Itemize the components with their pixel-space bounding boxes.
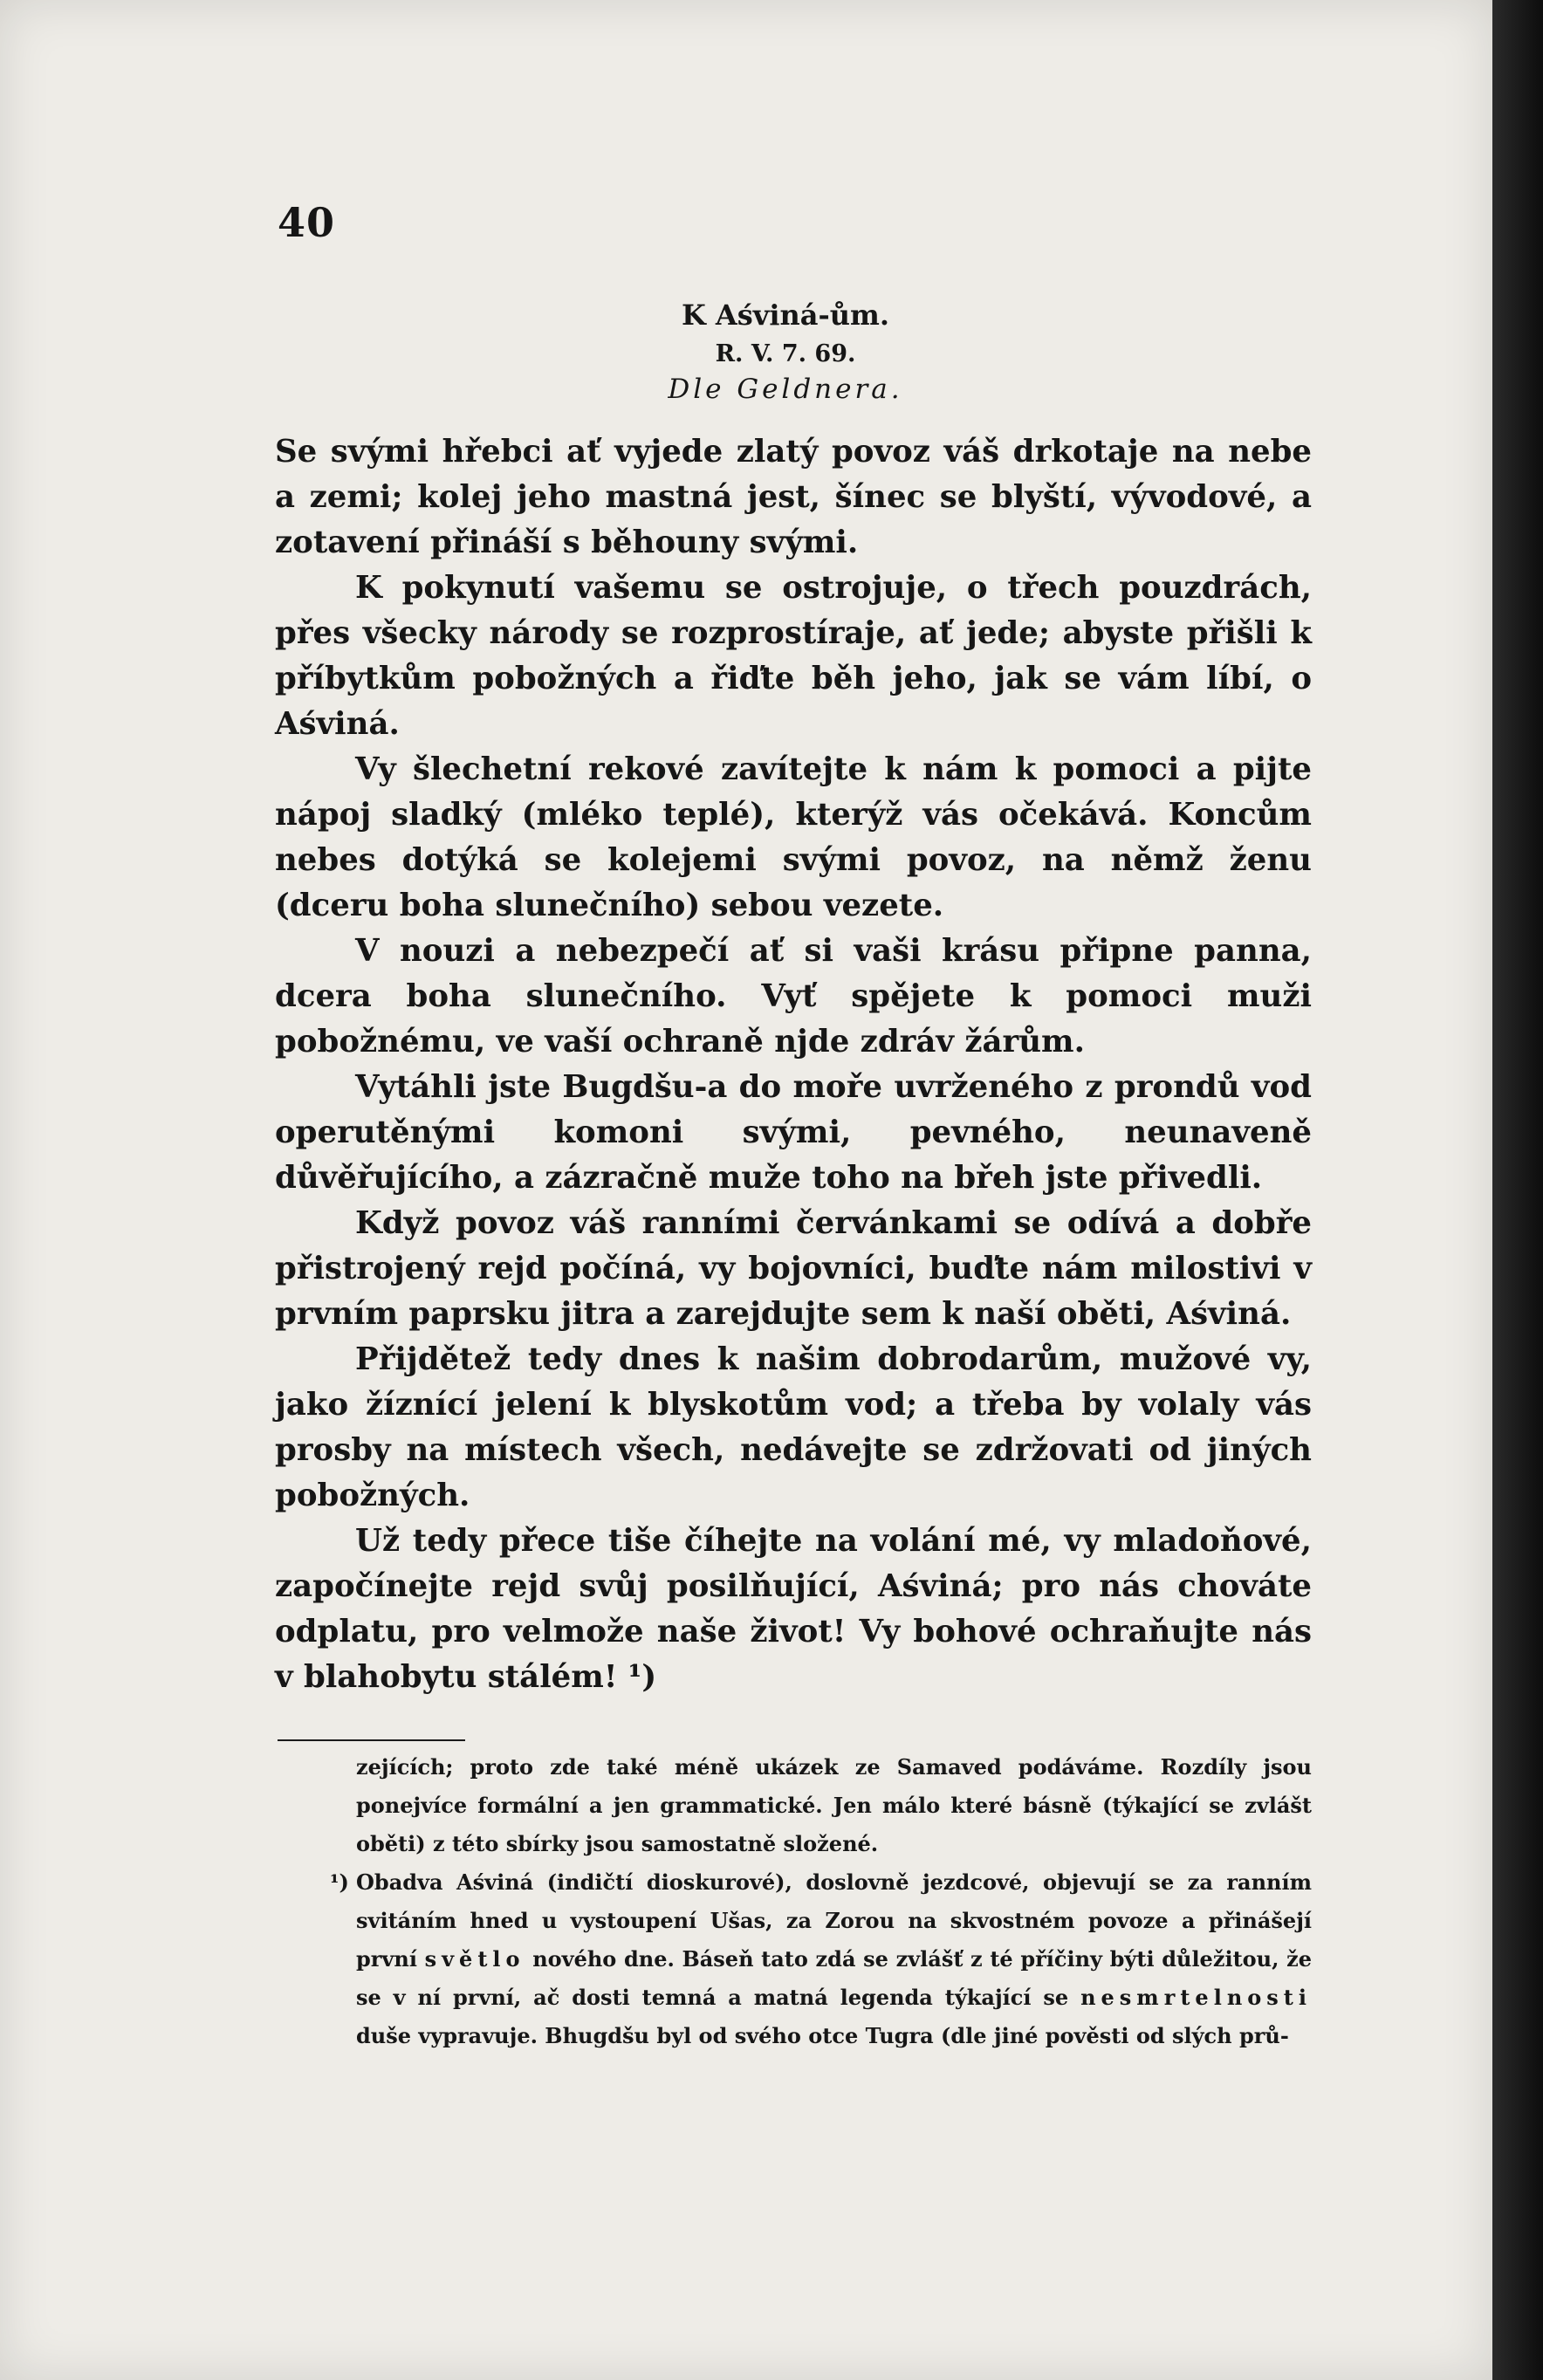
footnote-text: Obadva Aśviná (indičtí dioskurové), doslovně jezdcové, objevují se za ranním svitáním hned u vystoupení Ušas, za Zorou na skvostném povoze a přinášejí první [356,1869,1312,1972]
paragraph: Vytáhli jste Bugdšu-a do moře uvrženého z prondů vod operutěnými komoni svými, pevného, neunaveně důvěřujícího, a zázračně muže toho na břeh jste přivedli. [275,1069,1312,1196]
scan-edge [1492,0,1543,2380]
footnote-1 [330,1863,1313,2055]
footnote-divider [278,1739,465,1741]
paragraph: V nouzi a nebezpečí ať si vaši krásu připne panna, dcera boha slunečního. Vyť spějete k pomoci muži pobožnému, ve vaší ochraně njde zdráv žárům. [275,933,1312,1060]
footnote-text: nového dne. Báseň tato zdá se zvlášť z té příčiny býti důležitou, že se v ní první, ač dosti temná a matná legenda týkající se [356,1946,1313,2010]
paragraph: Přijdětež tedy dnes k našim dobrodarům, mužové vy, jako žíznící jelení k blyskotům vod; a třeba by volaly vás prosby na místech všech, nedávejte se zdržovati od jiných pobožných. [275,1341,1312,1513]
paragraph: Se svými hřebci ať vyjede zlatý povoz váš drkotaje na nebe a zemi; kolej jeho mastná jest, šínec se blyští, vývodové, a zotavení přináší s běhouny svými. [275,434,1312,560]
paragraph: Když povoz váš ranními červánkami se odívá a dobře přistrojený rejd počíná, vy bojovníci, buďte nám milostivi v prvním paprsku jitra a zarejdujte sem k naší oběti, Aśviná. [275,1205,1312,1332]
poem-body [275,429,1312,1700]
paragraph: Už tedy přece tiše číhejte na volání mé, vy mladoňové, započínejte rejd svůj posilňující, Aśviná; pro nás chováte odplatu, pro velmože naše život! Vy bohové ochraňujte nás v blahobytu stálém! ¹) [275,1523,1312,1695]
paragraph: Vy šlechetní rekové zavítejte k nám k pomoci a pijte nápoj sladký (mléko teplé), kterýž vás očekává. Koncům nebes dotýká se kolejemi svými povoz, na němž ženu (dceru boha slunečního) sebou vezete. [275,751,1312,923]
footnote-text: duše vypravuje. Bhugdšu byl od svého otce Tugra (dle jiné pověsti od slých prů- [356,2023,1289,2048]
translation-source: Dle Geldnera. [668,374,903,405]
poem-title: K Aśviná-ům. [681,298,890,332]
rigveda-reference: R. V. 7. 69. [715,340,856,367]
footnotes [330,1748,1313,2055]
page-number: 40 [278,199,336,246]
footnote-marker: ¹) [330,1869,349,1895]
paragraph: K pokynutí vašemu se ostrojuje, o třech pouzdrách, přes všecky národy se rozprostíraje, ať jede; abyste přišli k příbytkům pobožných a řiďte běh jeho, jak se vám líbí, o Aśviná. [275,570,1312,742]
footnote-continuation: zejících; proto zde také méně ukázek ze Samaved podáváme. Rozdíly jsou ponejvíce formální a jen grammatické. Jen málo které básně (týkající se zvlášt oběti) z této sbírky jsou samostatně složené. [356,1754,1312,1856]
footnote-emphasis: světlo [424,1946,525,1972]
footnote-emphasis: nesmrtelnosti [1080,1985,1312,2010]
